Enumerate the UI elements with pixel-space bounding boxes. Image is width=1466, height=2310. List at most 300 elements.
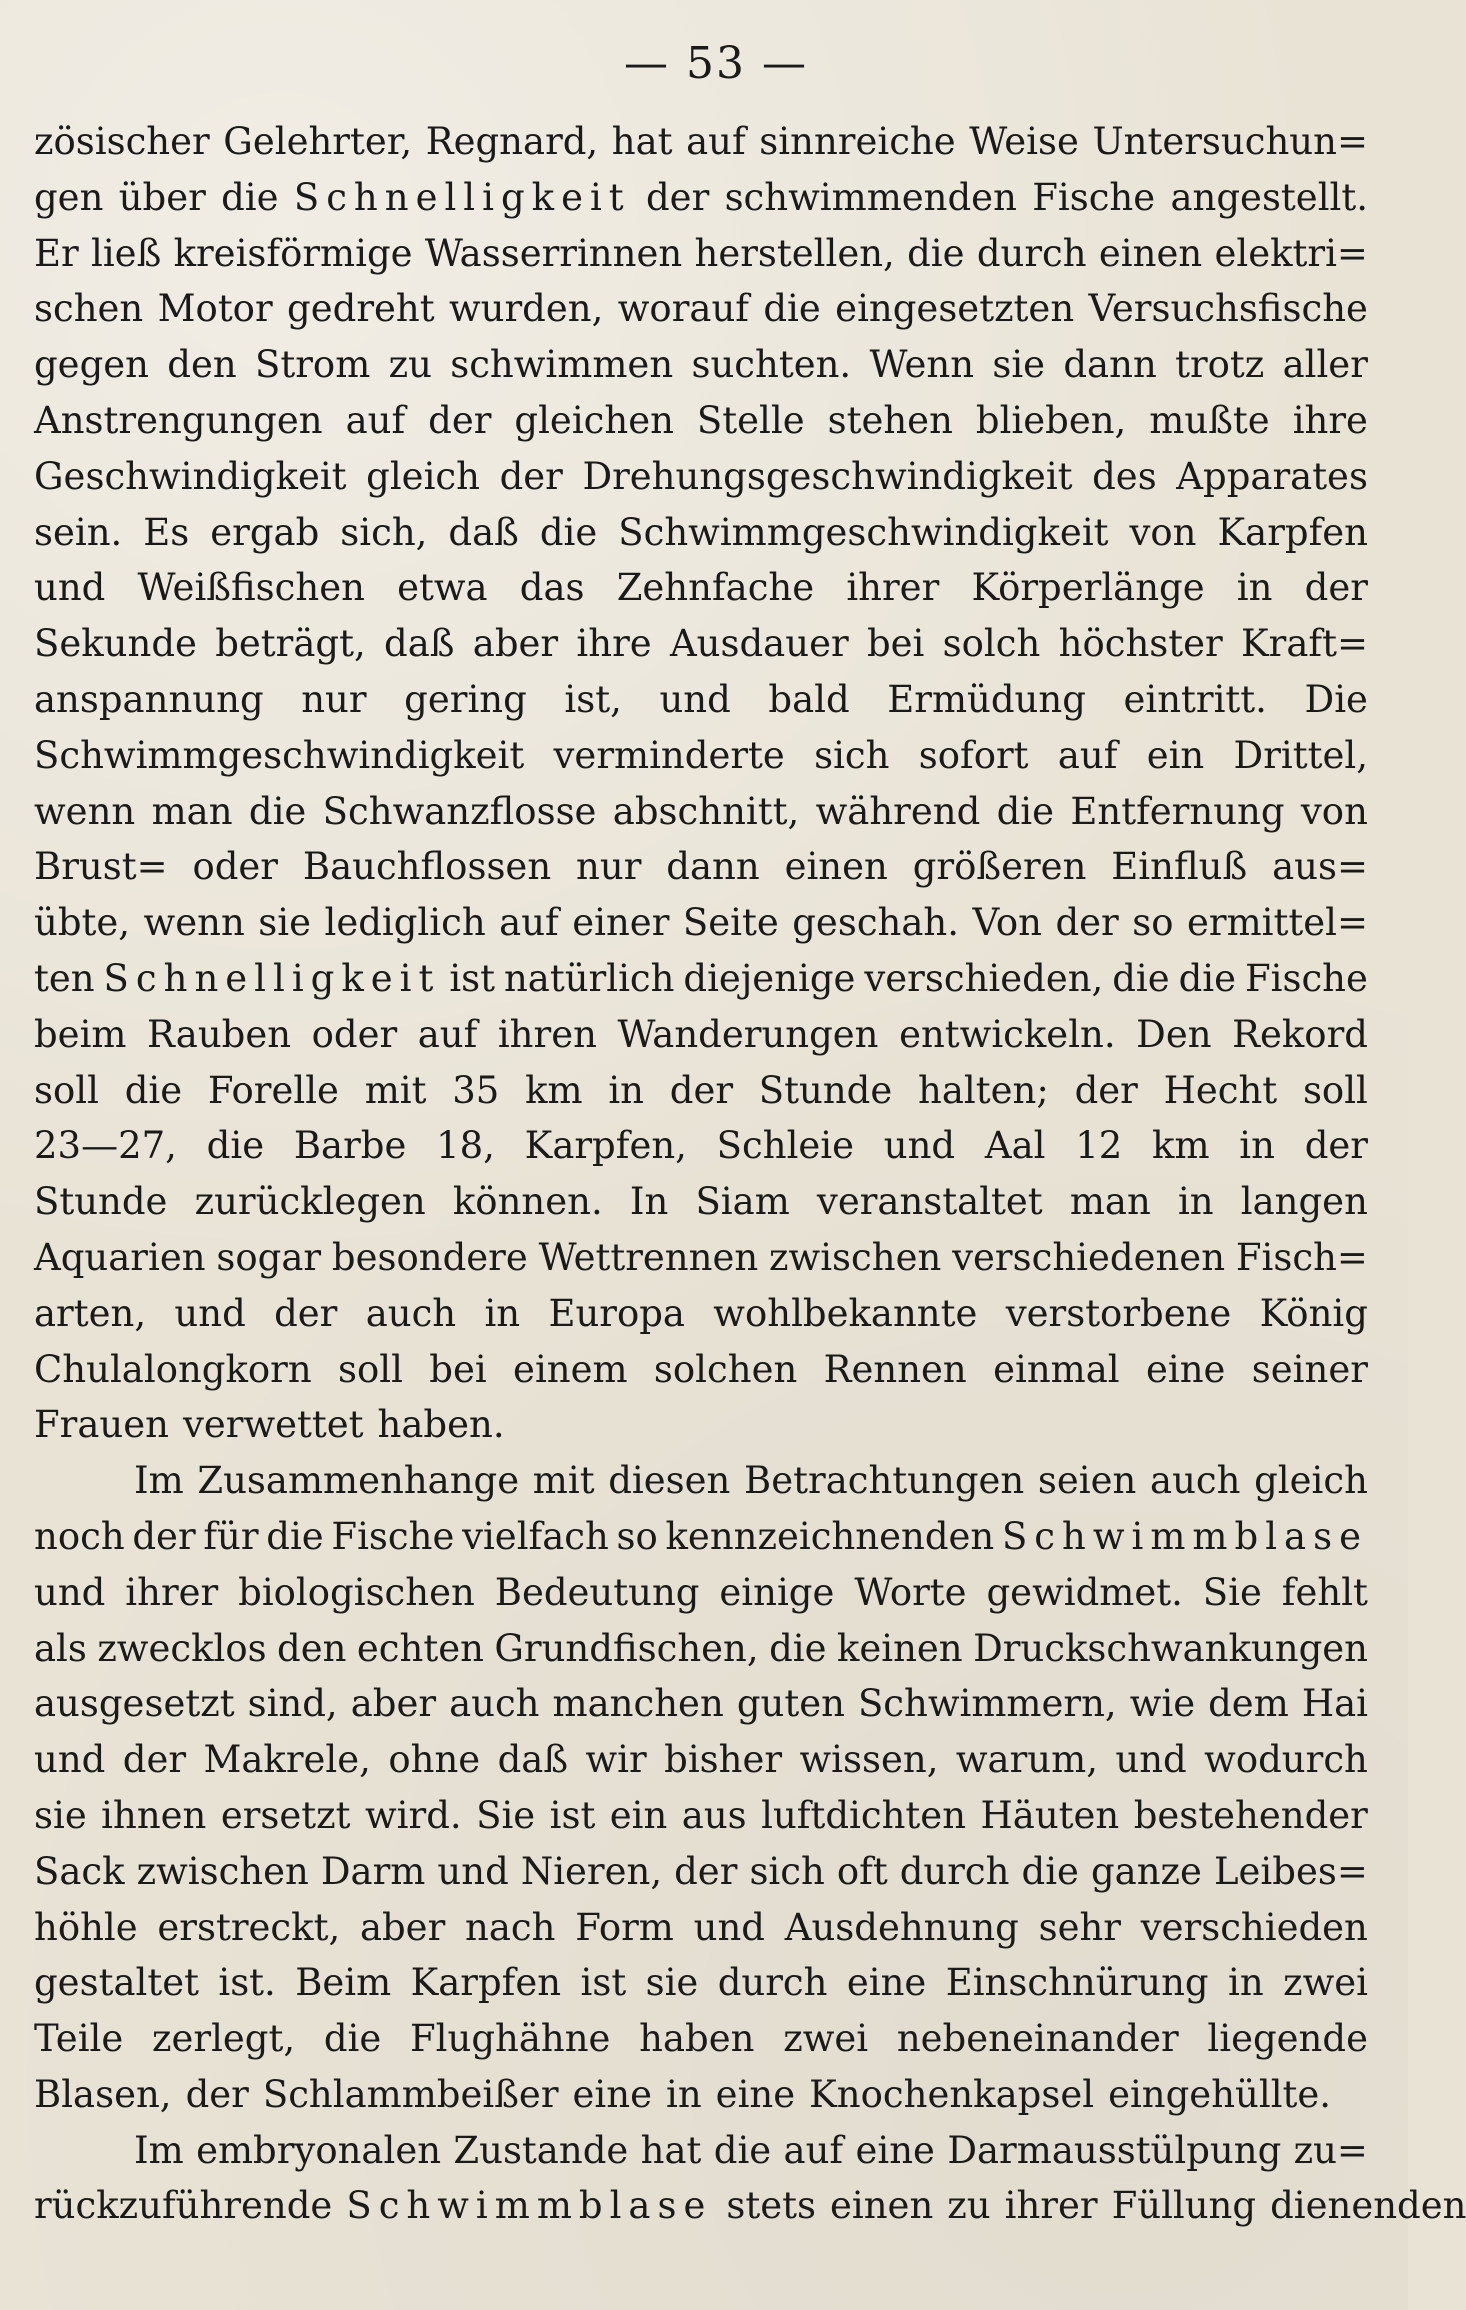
word: daß (384, 622, 455, 666)
word: Fische (331, 1514, 455, 1558)
word: Worte (854, 1570, 967, 1614)
word: der (1055, 901, 1119, 945)
word: Fische (1244, 956, 1368, 1000)
word: luftdichten (761, 1793, 967, 1837)
word: zwischen (136, 1849, 309, 1893)
word: in (1239, 1124, 1275, 1168)
word: sofort (918, 733, 1029, 777)
word: die (323, 2017, 382, 2061)
word: und (174, 1291, 246, 1335)
word: der (132, 1514, 196, 1558)
word: Strom (255, 343, 371, 387)
word: lediglich (324, 901, 486, 945)
word: manchen (552, 1682, 724, 1726)
word: der (185, 2072, 249, 2116)
word: Forelle (207, 1068, 339, 1112)
word: auch (365, 1291, 457, 1335)
text-line (34, 281, 1368, 337)
word: in (666, 2072, 702, 2116)
word: bestehender (1133, 1793, 1368, 1837)
word: gen (34, 175, 104, 219)
word: stets (726, 2184, 816, 2228)
text-line (34, 337, 1368, 393)
text-line (34, 226, 1368, 282)
word: Blasen, (34, 2072, 172, 2116)
word: zurücklegen (194, 1180, 426, 1224)
word: gleich (366, 454, 480, 498)
word: ist. (218, 1961, 276, 2005)
word: arten, (34, 1291, 147, 1335)
word: Zusammenhange (197, 1459, 520, 1503)
word: embryonalen (196, 2128, 442, 2172)
word: Im (134, 1459, 184, 1503)
word: Häuten (980, 1793, 1120, 1837)
word: stehen (827, 398, 953, 442)
word: und (883, 1124, 956, 1168)
word: Rauben (147, 1012, 292, 1056)
word: Teile (34, 2017, 124, 2061)
word: gewidmet. (986, 1570, 1183, 1614)
word: sein. (34, 510, 123, 554)
word: echten (356, 1626, 484, 1670)
word: beim (34, 1012, 127, 1056)
word: Einschnürung (945, 1961, 1209, 2005)
word: und (659, 677, 731, 721)
word: diesen (608, 1459, 731, 1503)
word: ein (1146, 733, 1205, 777)
word: zwischen (769, 1235, 942, 1279)
text-line (34, 170, 1368, 226)
word: bei (866, 622, 925, 666)
page-number: — 53 — (624, 38, 808, 89)
word: die (221, 175, 279, 219)
text-line (34, 1732, 1368, 1788)
word: Schlammbeißer (262, 2072, 559, 2116)
word: in (1177, 1180, 1214, 1224)
word: einige (719, 1570, 835, 1614)
word: 35 (452, 1068, 500, 1112)
word: Ausdauer (669, 622, 849, 666)
word: Leibes= (1213, 1849, 1368, 1893)
word: über (118, 175, 206, 219)
word: Von (972, 901, 1042, 945)
word: wenn (143, 901, 245, 945)
word: ist (549, 1793, 596, 1837)
word: auch (449, 1682, 540, 1726)
word: Seite (682, 901, 779, 945)
word: durch (899, 1849, 1010, 1893)
word: herstellen, (694, 231, 895, 275)
word: in (1236, 566, 1273, 610)
word: nach (465, 1905, 556, 1949)
word: einmal (993, 1347, 1120, 1391)
word: Stunde (34, 1180, 168, 1224)
word: geschah. (792, 901, 960, 945)
word: von (1300, 789, 1368, 833)
word: Europa (548, 1291, 685, 1335)
word: auf (686, 120, 746, 163)
word: Bauchflossen (302, 845, 552, 889)
word: übte, (34, 901, 131, 945)
word: sie (258, 901, 311, 945)
word: so (616, 1514, 658, 1558)
word: nur (301, 677, 367, 721)
word: ihnen (101, 1793, 207, 1837)
text-line (34, 393, 1368, 449)
word: Apparates (1176, 454, 1368, 498)
word: etwa (397, 566, 488, 610)
word: Die (1304, 677, 1368, 721)
word: ihrer (125, 1570, 219, 1614)
word: und (693, 1905, 765, 1949)
word: der (122, 1738, 187, 1782)
word: soll (338, 1347, 403, 1391)
word: zu (947, 2184, 991, 2228)
word: Er (34, 231, 79, 275)
word: Schleie (716, 1124, 855, 1168)
word: die (124, 1068, 183, 1112)
word: eingesetzten (835, 287, 1075, 331)
word: Wanderungen (617, 1012, 879, 1056)
word: und (34, 1738, 106, 1782)
text-line (34, 1230, 1368, 1286)
text-line (34, 784, 1368, 840)
word: von (1129, 510, 1197, 554)
word: biologischen (238, 1570, 475, 1614)
word: sehr (1038, 1905, 1121, 1949)
word: Hai (1301, 1682, 1368, 1726)
word: wohlbekannte (713, 1291, 978, 1335)
word: sie (34, 1793, 87, 1837)
word: verschiedenen (952, 1235, 1226, 1279)
word: solchen (653, 1347, 798, 1391)
word: noch (34, 1514, 125, 1558)
word: einer (572, 901, 670, 945)
word: sie (645, 1961, 699, 2005)
word: ergab (210, 510, 320, 554)
word: kennzeichnenden (665, 1514, 995, 1558)
word: Es (143, 510, 190, 554)
word: oder (311, 1012, 398, 1056)
word: ist (449, 956, 496, 1000)
word: dem (1208, 1682, 1289, 1726)
word: die (206, 1124, 265, 1168)
word: der (428, 398, 492, 442)
word: in (484, 1291, 521, 1335)
word: diejenige (683, 956, 856, 1000)
word: Darm (320, 1849, 426, 1893)
word: größeren (912, 845, 1087, 889)
text-line (34, 1900, 1368, 1956)
word: Schwimmgeschwindigkeit (618, 510, 1109, 554)
word: blieben, (975, 398, 1127, 442)
text-line (34, 1453, 1368, 1509)
body-text (34, 114, 1466, 2234)
word: zwei (1283, 1961, 1368, 2005)
word: Schnelligkeit (293, 175, 631, 219)
word: aber (472, 622, 559, 666)
word: als (34, 1626, 87, 1670)
word: Stunde (758, 1068, 893, 1112)
word: Sie (1202, 1570, 1262, 1614)
word: wir (585, 1738, 647, 1782)
text-line (34, 1286, 1368, 1342)
word: zerlegt, (152, 2017, 296, 2061)
word: keinen (836, 1626, 963, 1670)
word: Makrele, (203, 1738, 371, 1782)
word: zu (388, 343, 432, 387)
word: anspannung (34, 677, 264, 721)
word: des (1092, 454, 1157, 498)
word: km (1152, 1124, 1210, 1168)
word: Wenn (869, 343, 975, 387)
word: die (763, 287, 821, 331)
word: Knochenkapsel (809, 2072, 1095, 2116)
word: seien (1037, 1459, 1137, 1503)
word: eine (1145, 1347, 1226, 1391)
word: Wettrennen (538, 1235, 759, 1279)
word: Weise (969, 120, 1079, 163)
word: verschieden (1140, 1905, 1368, 1949)
word: natürlich (503, 956, 675, 1000)
word: während (815, 789, 981, 833)
word: Fische (1032, 175, 1156, 219)
word: Siam (695, 1180, 790, 1224)
word: mit (532, 1459, 595, 1503)
word: Brust= (34, 845, 168, 889)
word: König (1259, 1291, 1368, 1335)
word: zwei (783, 2017, 869, 2061)
word: der (645, 175, 710, 219)
word: der (499, 454, 563, 498)
word: dann (666, 845, 760, 889)
word: besondere (331, 1235, 528, 1279)
text-line (34, 839, 1368, 895)
word: langen (1240, 1180, 1368, 1224)
text-line (34, 2067, 1368, 2123)
word: Drittel, (1233, 733, 1368, 777)
word: gleich (1254, 1459, 1368, 1503)
word: Rekord (1232, 1012, 1368, 1056)
text-line (34, 951, 1368, 1007)
text-line (34, 1788, 1368, 1844)
word: worauf (617, 287, 749, 331)
word: hat (611, 120, 673, 163)
word: veranstaltet (816, 1180, 1043, 1224)
word: Nieren, (520, 1849, 663, 1893)
word: die (1021, 1849, 1079, 1893)
word: Karpfen, (524, 1124, 687, 1168)
text-line (34, 2123, 1368, 2179)
word: daß (448, 510, 519, 554)
word: Drehungsgeschwindigkeit (582, 454, 1073, 498)
word: Hecht (1163, 1068, 1278, 1112)
word: Sie (476, 1793, 536, 1837)
word: man (1069, 1180, 1151, 1224)
word: trotz (1175, 343, 1265, 387)
word: in (608, 1068, 645, 1112)
word: nebeneinander (896, 2017, 1179, 2061)
word: Aal (984, 1124, 1046, 1168)
word: die (266, 1514, 324, 1558)
word: Barbe (293, 1124, 407, 1168)
word: seiner (1251, 1347, 1368, 1391)
word: haben (639, 2017, 755, 2061)
word: Grundfischen, (494, 1626, 759, 1670)
word: verschieden, (864, 956, 1104, 1000)
word: Schwanzflosse (322, 789, 597, 833)
word: 18, (436, 1124, 495, 1168)
word: Schwimmblase (346, 2184, 713, 2228)
text-line (34, 1174, 1368, 1230)
word: bald (768, 677, 850, 721)
word: liegende (1207, 2017, 1368, 2061)
word: Beim (295, 1961, 392, 2005)
word: dann (1063, 343, 1157, 387)
word: Stelle (696, 398, 805, 442)
word: aber (359, 1905, 446, 1949)
word: die (713, 2128, 772, 2172)
word: der (674, 1849, 738, 1893)
word: Kraft= (1241, 622, 1368, 666)
word: mit (364, 1068, 427, 1112)
word: sich, (340, 510, 428, 554)
word: Ausdehnung (784, 1905, 1019, 1949)
word: kreisförmige (173, 231, 413, 275)
text-line (34, 1509, 1368, 1565)
word: ist, (564, 677, 622, 721)
word: den (167, 343, 237, 387)
word: sie (992, 343, 1046, 387)
word: fehlt (1281, 1570, 1368, 1614)
word: und (437, 1849, 509, 1893)
word: ihrer (846, 566, 940, 610)
word: Gelehrter, (223, 120, 413, 163)
word: Karpfen (1217, 510, 1368, 554)
text-line (34, 1007, 1368, 1063)
word: auf (345, 398, 406, 442)
word: ihren (497, 1012, 597, 1056)
word: eine (715, 2072, 796, 2116)
word: sind, (247, 1682, 338, 1726)
word: schwimmen (450, 343, 674, 387)
word: auf (499, 901, 559, 945)
word: Schwimmgeschwindigkeit (34, 733, 525, 777)
word: auf (783, 2128, 844, 2172)
text-line (34, 616, 1368, 672)
word: die (1178, 956, 1237, 1000)
word: höhle (34, 1905, 138, 1949)
word: einen (1098, 231, 1203, 275)
word: Schwimmern, (857, 1682, 1117, 1726)
text-line (34, 1621, 1368, 1677)
word: ein (609, 1793, 668, 1837)
word: und (1115, 1738, 1187, 1782)
word: aber (350, 1682, 437, 1726)
word: wie (1129, 1682, 1196, 1726)
text-line (34, 895, 1368, 951)
word: zwecklos (97, 1626, 267, 1670)
text-line (34, 505, 1368, 561)
word: verminderte (553, 733, 785, 777)
word: wissen, (799, 1738, 939, 1782)
word: haben. (377, 1403, 505, 1447)
word: Im (134, 2128, 184, 2172)
word: die (907, 231, 965, 275)
word: durch (717, 1961, 828, 2005)
word: ten (34, 956, 95, 1000)
word: warum, (955, 1738, 1098, 1782)
word: auf (1057, 733, 1118, 777)
word: Darmausstülpung (947, 2128, 1282, 2172)
word: Frauen (34, 1403, 169, 1447)
word: angestellt. (1170, 175, 1368, 219)
word: sogar (216, 1235, 322, 1279)
word: ihre (576, 622, 652, 666)
word: gering (404, 677, 527, 721)
word: daß (497, 1738, 569, 1782)
word: Sack (34, 1849, 125, 1893)
word: eine (855, 2128, 935, 2172)
text-line (34, 1342, 1368, 1398)
word: mußte (1149, 398, 1270, 442)
word: Rennen (823, 1347, 967, 1391)
word: sinnreiche (759, 120, 956, 163)
word: guten (736, 1682, 845, 1726)
word: eine (846, 1961, 927, 2005)
word: vielfach (462, 1514, 609, 1558)
word: den (277, 1626, 347, 1670)
word: Den (1136, 1012, 1212, 1056)
word: sich (814, 733, 890, 777)
word: gedreht (287, 287, 435, 331)
word: schwimmenden (724, 175, 1017, 219)
word: die (1112, 956, 1170, 1000)
word: beträgt, (215, 622, 366, 666)
word: ließ (91, 231, 162, 275)
word: gleichen (514, 398, 674, 442)
word: Betrachtungen (744, 1459, 1025, 1503)
word: der (669, 1068, 734, 1112)
word: gestaltet (34, 1961, 199, 2005)
word: soll (1302, 1068, 1368, 1112)
text-line (34, 114, 1368, 170)
text-line (34, 728, 1368, 784)
word: Druckschwankungen (973, 1626, 1368, 1670)
word: einem (513, 1347, 628, 1391)
word: der (274, 1291, 338, 1335)
word: Flughähne (409, 2017, 611, 2061)
word: und (34, 1570, 106, 1614)
word: durch (976, 231, 1087, 275)
word: Schwimmblase (1001, 1514, 1368, 1558)
word: 23—27, (34, 1124, 177, 1168)
word: ihrer (1004, 2184, 1098, 2228)
text-line (34, 560, 1368, 616)
text-line (34, 1063, 1368, 1119)
word: ganze (1090, 1849, 1202, 1893)
word: Füllung (1111, 2184, 1257, 2228)
text-line (34, 1118, 1368, 1174)
word: ausgesetzt (34, 1682, 235, 1726)
word: einen (830, 2184, 934, 2228)
word: verwettet (182, 1403, 364, 1447)
word: Einfluß (1111, 845, 1248, 889)
word: rückzuführende (34, 2184, 333, 2228)
word: einen (784, 845, 888, 889)
word: Form (575, 1905, 674, 1949)
word: In (629, 1180, 669, 1224)
